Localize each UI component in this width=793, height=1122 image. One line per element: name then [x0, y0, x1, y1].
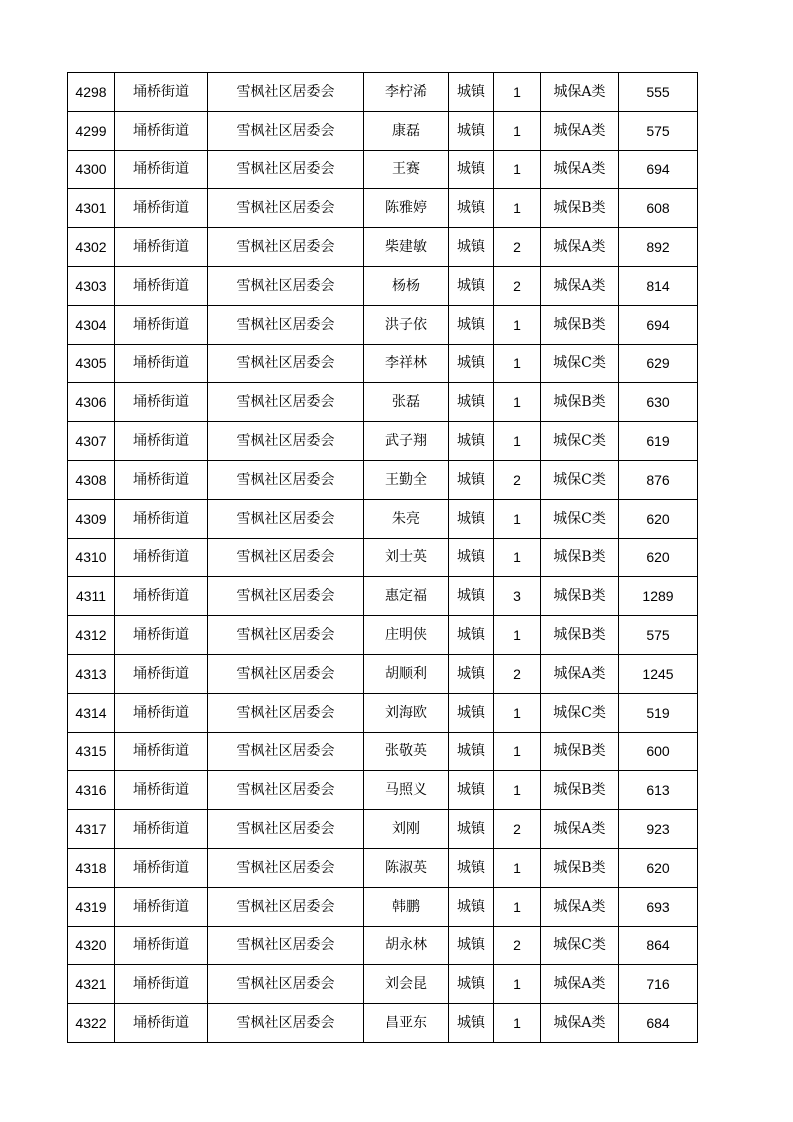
- cell-category: 城保A类: [541, 150, 619, 189]
- cell-count: 2: [494, 460, 541, 499]
- cell-name: 张敬英: [364, 732, 449, 771]
- cell-area: 城镇: [449, 189, 494, 228]
- cell-committee: 雪枫社区居委会: [208, 150, 364, 189]
- cell-count: 1: [494, 538, 541, 577]
- cell-area: 城镇: [449, 228, 494, 267]
- cell-id: 4313: [68, 654, 115, 693]
- cell-name: 陈淑英: [364, 848, 449, 887]
- cell-amount: 619: [619, 422, 698, 461]
- cell-category: 城保B类: [541, 848, 619, 887]
- cell-name: 王赛: [364, 150, 449, 189]
- cell-count: 2: [494, 654, 541, 693]
- cell-count: 1: [494, 1004, 541, 1043]
- cell-amount: 630: [619, 383, 698, 422]
- cell-committee: 雪枫社区居委会: [208, 654, 364, 693]
- cell-count: 1: [494, 422, 541, 461]
- cell-committee: 雪枫社区居委会: [208, 965, 364, 1004]
- cell-area: 城镇: [449, 305, 494, 344]
- cell-id: 4314: [68, 693, 115, 732]
- records-table: [67, 72, 698, 1043]
- cell-committee: 雪枫社区居委会: [208, 887, 364, 926]
- cell-name: 胡顺利: [364, 654, 449, 693]
- cell-committee: 雪枫社区居委会: [208, 732, 364, 771]
- cell-street: 埇桥街道: [115, 460, 208, 499]
- cell-category: 城保C类: [541, 344, 619, 383]
- cell-area: 城镇: [449, 926, 494, 965]
- cell-count: 1: [494, 616, 541, 655]
- cell-count: 1: [494, 344, 541, 383]
- cell-id: 4322: [68, 1004, 115, 1043]
- cell-category: 城保A类: [541, 228, 619, 267]
- cell-area: 城镇: [449, 1004, 494, 1043]
- cell-name: 朱亮: [364, 499, 449, 538]
- cell-committee: 雪枫社区居委会: [208, 538, 364, 577]
- cell-category: 城保A类: [541, 887, 619, 926]
- table-row: [68, 422, 698, 461]
- cell-committee: 雪枫社区居委会: [208, 460, 364, 499]
- cell-committee: 雪枫社区居委会: [208, 422, 364, 461]
- cell-count: 1: [494, 499, 541, 538]
- cell-amount: 555: [619, 73, 698, 112]
- cell-committee: 雪枫社区居委会: [208, 616, 364, 655]
- cell-id: 4301: [68, 189, 115, 228]
- cell-category: 城保B类: [541, 189, 619, 228]
- cell-street: 埇桥街道: [115, 499, 208, 538]
- cell-amount: 694: [619, 150, 698, 189]
- cell-area: 城镇: [449, 887, 494, 926]
- cell-name: 刘会昆: [364, 965, 449, 1004]
- cell-area: 城镇: [449, 150, 494, 189]
- cell-name: 李祥林: [364, 344, 449, 383]
- cell-committee: 雪枫社区居委会: [208, 266, 364, 305]
- cell-area: 城镇: [449, 810, 494, 849]
- cell-id: 4306: [68, 383, 115, 422]
- cell-count: 2: [494, 266, 541, 305]
- table-row: [68, 810, 698, 849]
- table-row: [68, 693, 698, 732]
- cell-id: 4311: [68, 577, 115, 616]
- cell-area: 城镇: [449, 344, 494, 383]
- cell-count: 1: [494, 73, 541, 112]
- table-row: [68, 1004, 698, 1043]
- table-row: [68, 305, 698, 344]
- cell-street: 埇桥街道: [115, 887, 208, 926]
- cell-id: 4320: [68, 926, 115, 965]
- cell-count: 3: [494, 577, 541, 616]
- cell-id: 4305: [68, 344, 115, 383]
- table-row: [68, 499, 698, 538]
- table-row: [68, 344, 698, 383]
- cell-street: 埇桥街道: [115, 1004, 208, 1043]
- cell-count: 1: [494, 383, 541, 422]
- cell-category: 城保A类: [541, 654, 619, 693]
- cell-amount: 716: [619, 965, 698, 1004]
- cell-amount: 693: [619, 887, 698, 926]
- table-row: [68, 228, 698, 267]
- cell-committee: 雪枫社区居委会: [208, 848, 364, 887]
- cell-category: 城保C类: [541, 693, 619, 732]
- table-row: [68, 538, 698, 577]
- cell-area: 城镇: [449, 693, 494, 732]
- table-row: [68, 111, 698, 150]
- cell-name: 昌亚东: [364, 1004, 449, 1043]
- cell-id: 4302: [68, 228, 115, 267]
- cell-area: 城镇: [449, 771, 494, 810]
- cell-area: 城镇: [449, 73, 494, 112]
- records-body: [68, 73, 698, 1043]
- cell-street: 埇桥街道: [115, 73, 208, 112]
- cell-amount: 694: [619, 305, 698, 344]
- cell-area: 城镇: [449, 460, 494, 499]
- cell-street: 埇桥街道: [115, 810, 208, 849]
- cell-committee: 雪枫社区居委会: [208, 111, 364, 150]
- cell-name: 康磊: [364, 111, 449, 150]
- cell-area: 城镇: [449, 383, 494, 422]
- cell-name: 李柠浠: [364, 73, 449, 112]
- cell-street: 埇桥街道: [115, 266, 208, 305]
- table-row: [68, 887, 698, 926]
- cell-category: 城保B类: [541, 538, 619, 577]
- cell-count: 2: [494, 228, 541, 267]
- cell-amount: 613: [619, 771, 698, 810]
- cell-area: 城镇: [449, 577, 494, 616]
- cell-committee: 雪枫社区居委会: [208, 693, 364, 732]
- cell-amount: 876: [619, 460, 698, 499]
- cell-street: 埇桥街道: [115, 654, 208, 693]
- table-row: [68, 460, 698, 499]
- cell-category: 城保A类: [541, 1004, 619, 1043]
- cell-id: 4319: [68, 887, 115, 926]
- cell-name: 庄明侠: [364, 616, 449, 655]
- cell-amount: 608: [619, 189, 698, 228]
- cell-amount: 814: [619, 266, 698, 305]
- table-row: [68, 266, 698, 305]
- cell-amount: 519: [619, 693, 698, 732]
- cell-area: 城镇: [449, 848, 494, 887]
- cell-amount: 629: [619, 344, 698, 383]
- cell-category: 城保A类: [541, 73, 619, 112]
- cell-id: 4298: [68, 73, 115, 112]
- cell-id: 4310: [68, 538, 115, 577]
- cell-id: 4317: [68, 810, 115, 849]
- cell-id: 4299: [68, 111, 115, 150]
- cell-name: 惠定福: [364, 577, 449, 616]
- table-row: [68, 965, 698, 1004]
- cell-amount: 1289: [619, 577, 698, 616]
- cell-amount: 575: [619, 616, 698, 655]
- cell-committee: 雪枫社区居委会: [208, 771, 364, 810]
- cell-name: 王勤全: [364, 460, 449, 499]
- cell-committee: 雪枫社区居委会: [208, 189, 364, 228]
- cell-category: 城保B类: [541, 305, 619, 344]
- cell-street: 埇桥街道: [115, 111, 208, 150]
- cell-amount: 600: [619, 732, 698, 771]
- cell-name: 杨杨: [364, 266, 449, 305]
- table-row: [68, 732, 698, 771]
- cell-category: 城保C类: [541, 460, 619, 499]
- cell-category: 城保C类: [541, 499, 619, 538]
- cell-name: 武子翔: [364, 422, 449, 461]
- cell-committee: 雪枫社区居委会: [208, 228, 364, 267]
- cell-category: 城保B类: [541, 383, 619, 422]
- cell-area: 城镇: [449, 654, 494, 693]
- cell-committee: 雪枫社区居委会: [208, 305, 364, 344]
- cell-amount: 892: [619, 228, 698, 267]
- cell-street: 埇桥街道: [115, 693, 208, 732]
- cell-id: 4321: [68, 965, 115, 1004]
- cell-area: 城镇: [449, 538, 494, 577]
- cell-name: 刘士英: [364, 538, 449, 577]
- cell-count: 1: [494, 771, 541, 810]
- cell-id: 4307: [68, 422, 115, 461]
- cell-street: 埇桥街道: [115, 616, 208, 655]
- cell-amount: 620: [619, 499, 698, 538]
- cell-name: 刘海欧: [364, 693, 449, 732]
- cell-category: 城保A类: [541, 266, 619, 305]
- cell-count: 2: [494, 926, 541, 965]
- cell-committee: 雪枫社区居委会: [208, 499, 364, 538]
- cell-count: 1: [494, 305, 541, 344]
- cell-category: 城保B类: [541, 771, 619, 810]
- table-row: [68, 848, 698, 887]
- cell-category: 城保B类: [541, 732, 619, 771]
- cell-id: 4309: [68, 499, 115, 538]
- cell-committee: 雪枫社区居委会: [208, 810, 364, 849]
- cell-area: 城镇: [449, 732, 494, 771]
- cell-amount: 923: [619, 810, 698, 849]
- cell-name: 韩鹏: [364, 887, 449, 926]
- cell-amount: 684: [619, 1004, 698, 1043]
- cell-category: 城保A类: [541, 810, 619, 849]
- cell-category: 城保A类: [541, 111, 619, 150]
- cell-area: 城镇: [449, 965, 494, 1004]
- cell-count: 1: [494, 111, 541, 150]
- cell-category: 城保A类: [541, 965, 619, 1004]
- table-row: [68, 616, 698, 655]
- cell-committee: 雪枫社区居委会: [208, 577, 364, 616]
- cell-category: 城保B类: [541, 616, 619, 655]
- cell-count: 2: [494, 810, 541, 849]
- cell-committee: 雪枫社区居委会: [208, 344, 364, 383]
- cell-area: 城镇: [449, 616, 494, 655]
- cell-name: 刘刚: [364, 810, 449, 849]
- cell-street: 埇桥街道: [115, 228, 208, 267]
- table-row: [68, 771, 698, 810]
- cell-count: 1: [494, 732, 541, 771]
- cell-street: 埇桥街道: [115, 771, 208, 810]
- cell-area: 城镇: [449, 499, 494, 538]
- cell-street: 埇桥街道: [115, 344, 208, 383]
- cell-count: 1: [494, 693, 541, 732]
- cell-name: 洪子依: [364, 305, 449, 344]
- cell-committee: 雪枫社区居委会: [208, 73, 364, 112]
- cell-id: 4312: [68, 616, 115, 655]
- cell-amount: 620: [619, 538, 698, 577]
- table-row: [68, 383, 698, 422]
- cell-street: 埇桥街道: [115, 848, 208, 887]
- cell-area: 城镇: [449, 422, 494, 461]
- table-row: [68, 926, 698, 965]
- cell-committee: 雪枫社区居委会: [208, 926, 364, 965]
- cell-category: 城保B类: [541, 577, 619, 616]
- cell-area: 城镇: [449, 111, 494, 150]
- cell-name: 张磊: [364, 383, 449, 422]
- cell-name: 柴建敏: [364, 228, 449, 267]
- table-row: [68, 189, 698, 228]
- cell-name: 陈雅婷: [364, 189, 449, 228]
- table-row: [68, 73, 698, 112]
- cell-category: 城保C类: [541, 926, 619, 965]
- cell-name: 马照义: [364, 771, 449, 810]
- cell-street: 埇桥街道: [115, 383, 208, 422]
- cell-amount: 620: [619, 848, 698, 887]
- cell-amount: 1245: [619, 654, 698, 693]
- cell-id: 4315: [68, 732, 115, 771]
- cell-count: 1: [494, 150, 541, 189]
- cell-committee: 雪枫社区居委会: [208, 1004, 364, 1043]
- cell-count: 1: [494, 189, 541, 228]
- cell-count: 1: [494, 887, 541, 926]
- cell-id: 4304: [68, 305, 115, 344]
- cell-street: 埇桥街道: [115, 189, 208, 228]
- cell-street: 埇桥街道: [115, 538, 208, 577]
- table-row: [68, 150, 698, 189]
- table-row: [68, 654, 698, 693]
- cell-category: 城保C类: [541, 422, 619, 461]
- cell-id: 4300: [68, 150, 115, 189]
- cell-street: 埇桥街道: [115, 150, 208, 189]
- cell-street: 埇桥街道: [115, 965, 208, 1004]
- cell-area: 城镇: [449, 266, 494, 305]
- table-row: [68, 577, 698, 616]
- cell-id: 4316: [68, 771, 115, 810]
- cell-street: 埇桥街道: [115, 926, 208, 965]
- cell-count: 1: [494, 848, 541, 887]
- cell-amount: 575: [619, 111, 698, 150]
- cell-amount: 864: [619, 926, 698, 965]
- cell-id: 4303: [68, 266, 115, 305]
- cell-street: 埇桥街道: [115, 305, 208, 344]
- cell-street: 埇桥街道: [115, 577, 208, 616]
- cell-street: 埇桥街道: [115, 732, 208, 771]
- cell-name: 胡永林: [364, 926, 449, 965]
- cell-id: 4318: [68, 848, 115, 887]
- cell-committee: 雪枫社区居委会: [208, 383, 364, 422]
- cell-street: 埇桥街道: [115, 422, 208, 461]
- cell-id: 4308: [68, 460, 115, 499]
- cell-count: 1: [494, 965, 541, 1004]
